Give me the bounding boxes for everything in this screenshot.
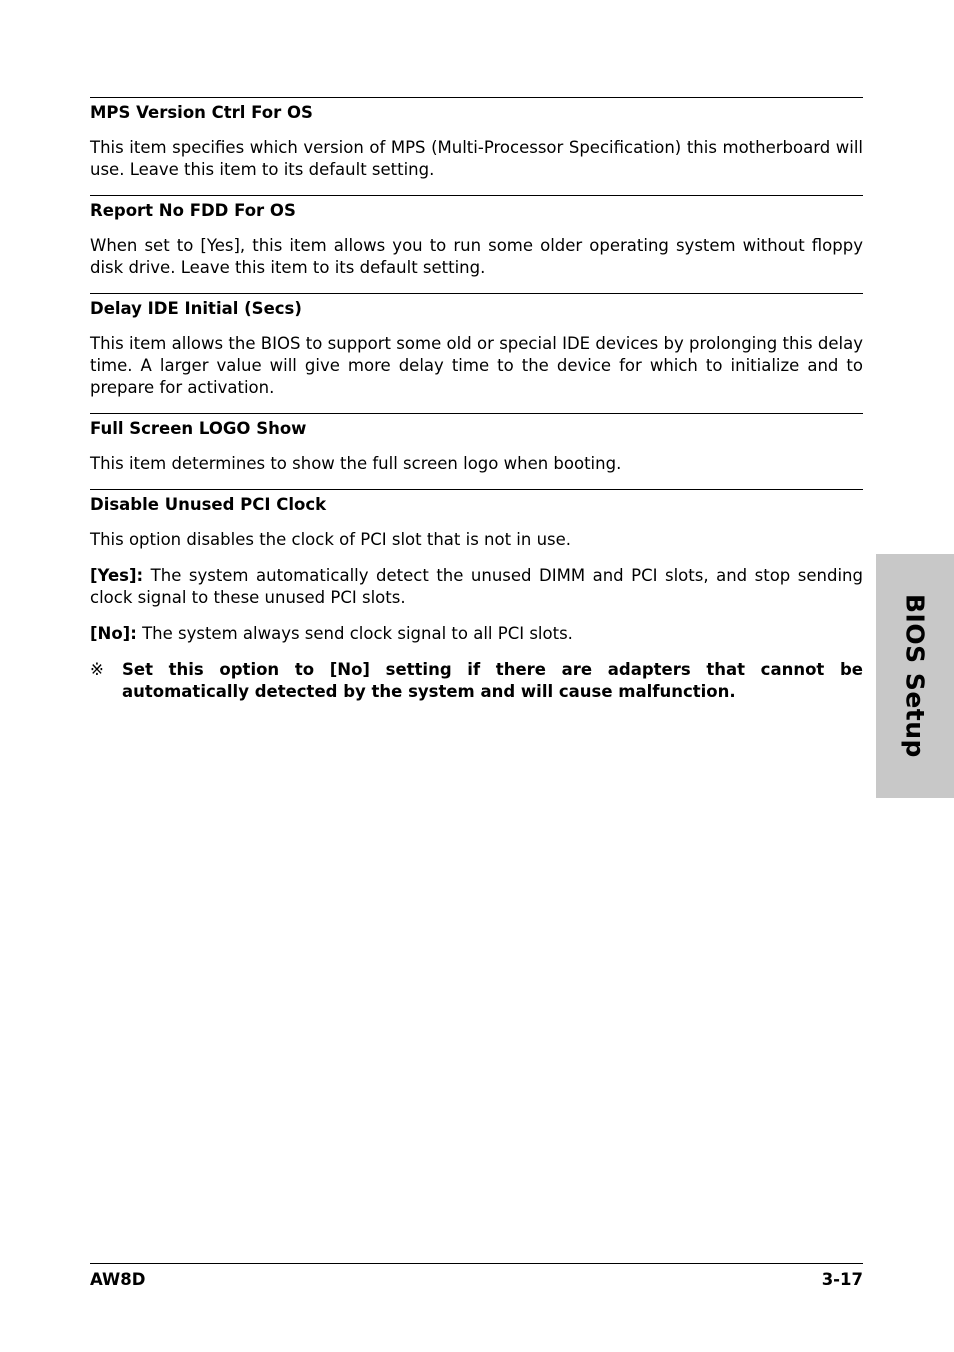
chapter-side-tab <box>876 554 954 798</box>
section-title: Full Screen LOGO Show <box>90 419 307 438</box>
section-title: Disable Unused PCI Clock <box>90 495 327 514</box>
footer-model: AW8D <box>90 1270 146 1289</box>
section-title: Delay IDE Initial (Secs) <box>90 299 302 318</box>
document-body <box>90 97 863 703</box>
section-body: This item allows the BIOS to support some old or special IDE devices by prolonging this delay time. A larger value will give more delay time to the device for which to initialize and to prepare for activation. <box>90 334 863 397</box>
warning-note <box>90 659 863 703</box>
footer-page-number: 3-17 <box>821 1270 863 1289</box>
option-text: The system automatically detect the unused DIMM and PCI slots, and stop sending clock signal to these unused PCI slots. <box>90 566 863 607</box>
section-body: This option disables the clock of PCI slot that is not in use. <box>90 530 572 549</box>
section-body: When set to [Yes], this item allows you to run some older operating system without floppy disk drive. Leave this item to its default setting. <box>90 236 863 277</box>
section-mps-version <box>90 97 863 181</box>
option-yes <box>90 565 863 609</box>
option-text: The system always send clock signal to all PCI slots. <box>136 624 573 643</box>
chapter-tab-label: BIOS Setup <box>900 594 930 758</box>
section-delay-ide <box>90 293 863 399</box>
section-body: This item determines to show the full screen logo when booting. <box>90 454 622 473</box>
reference-mark-icon: ※ <box>90 660 104 679</box>
note-text: Set this option to [No] setting if there are adapters that cannot be automatically detected by the system and will cause malfunction. <box>122 660 863 701</box>
section-full-screen-logo <box>90 413 863 475</box>
section-body: This item specifies which version of MPS (Multi-Processor Specification) this motherboard will use. Leave this item to its default setting. <box>90 138 863 179</box>
option-no <box>90 623 863 645</box>
section-report-no-fdd <box>90 195 863 279</box>
section-title: Report No FDD For OS <box>90 201 296 220</box>
option-label: [Yes]: <box>90 566 144 585</box>
section-title: MPS Version Ctrl For OS <box>90 103 313 122</box>
page-footer <box>90 1263 863 1291</box>
option-label: [No]: <box>90 624 137 643</box>
section-disable-pci-clock <box>90 489 863 703</box>
